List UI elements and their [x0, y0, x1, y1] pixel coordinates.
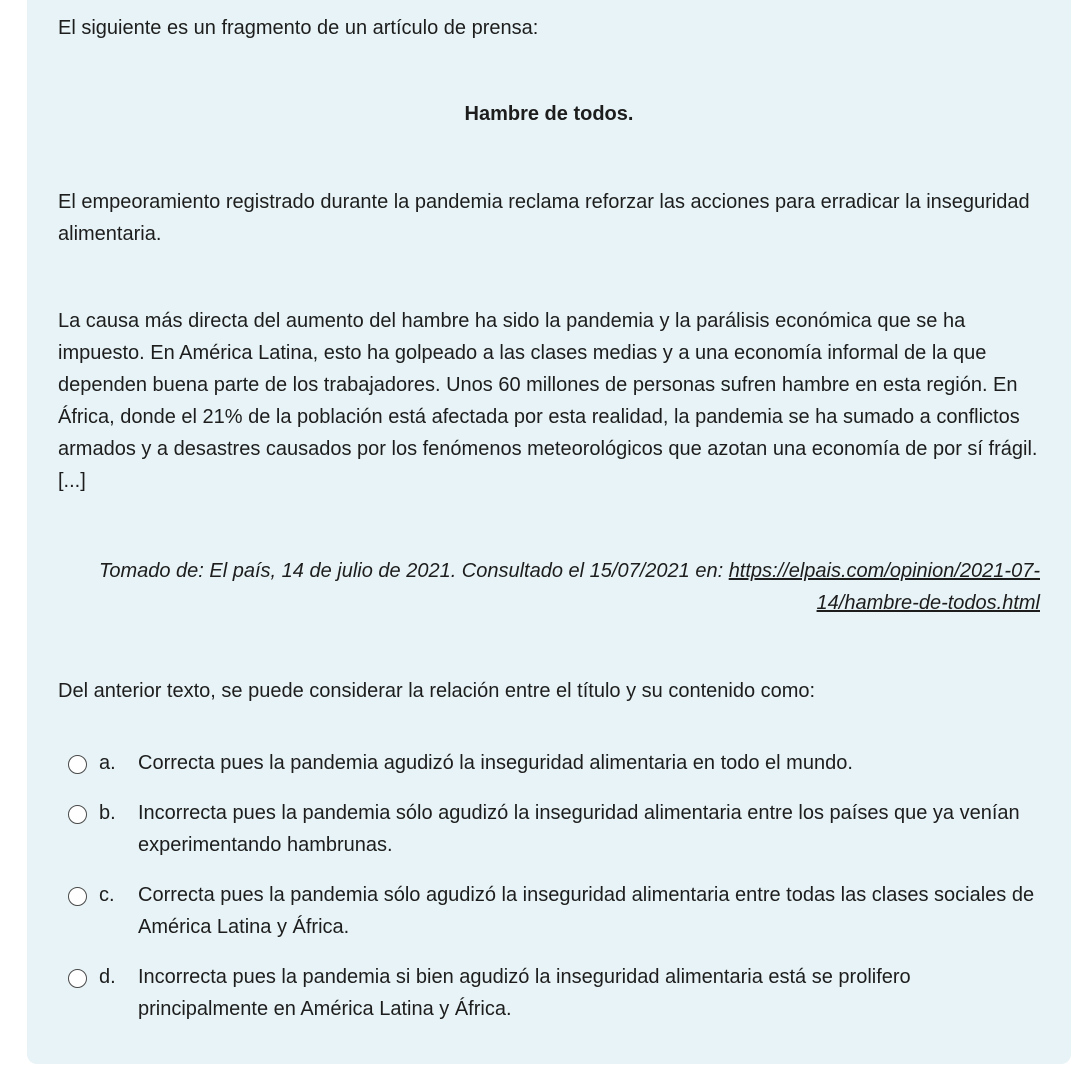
option-letter: c.	[99, 884, 115, 906]
intro-text: El siguiente es un fragmento de un artículo de prensa:	[58, 17, 539, 39]
option-letter: d.	[99, 966, 116, 988]
radio-button-a[interactable]	[68, 755, 87, 774]
radio-button-d[interactable]	[68, 969, 87, 988]
article-citation	[58, 555, 1040, 619]
option-letter: b.	[99, 802, 116, 824]
radio-button-b[interactable]	[68, 805, 87, 824]
question-prompt: Del anterior texto, se puede considerar la relación entre el título y su contenido como:	[58, 680, 816, 702]
citation-link[interactable]: https://elpais.com/opinion/2021-07-14/hambre-de-todos.html	[728, 560, 1040, 614]
question-card	[27, 0, 1071, 1064]
radio-button-c[interactable]	[68, 887, 87, 906]
article-subtitle: El empeoramiento registrado durante la pandemia reclama reforzar las acciones para erradicar la inseguridad alimentaria.	[58, 191, 1030, 245]
option-text: Incorrecta pues la pandemia si bien agudizó la inseguridad alimentaria está se prolifero principalmente en América Latina y África.	[138, 966, 911, 1020]
article-headline: Hambre de todos.	[464, 103, 634, 125]
option-letter: a.	[99, 752, 116, 774]
article-body: La causa más directa del aumento del hambre ha sido la pandemia y la parálisis económica que se ha impuesto. En América Latina, esto ha golpeado a las clases medias y a una economía informal de la que dependen buena parte de los trabajadores. Unos 60 millones de personas sufren hambre en esta región. En África, donde el 21% de la población está afectada por esta realidad, la pandemia se ha sumado a conflictos armados y a desastres causados por los fenómenos meteorológicos que azotan una economía de por sí frágil. [...]	[58, 310, 1038, 492]
option-text: Incorrecta pues la pandemia sólo agudizó la inseguridad alimentaria entre los países que ya venían experimentando hambrunas.	[138, 802, 1020, 856]
citation-prefix: Tomado de: El país, 14 de julio de 2021. Consultado el 15/07/2021 en:	[98, 560, 729, 582]
option-text: Correcta pues la pandemia sólo agudizó la inseguridad alimentaria entre todas las clases sociales de América Latina y África.	[138, 884, 1035, 938]
option-text: Correcta pues la pandemia agudizó la inseguridad alimentaria en todo el mundo.	[138, 752, 853, 774]
